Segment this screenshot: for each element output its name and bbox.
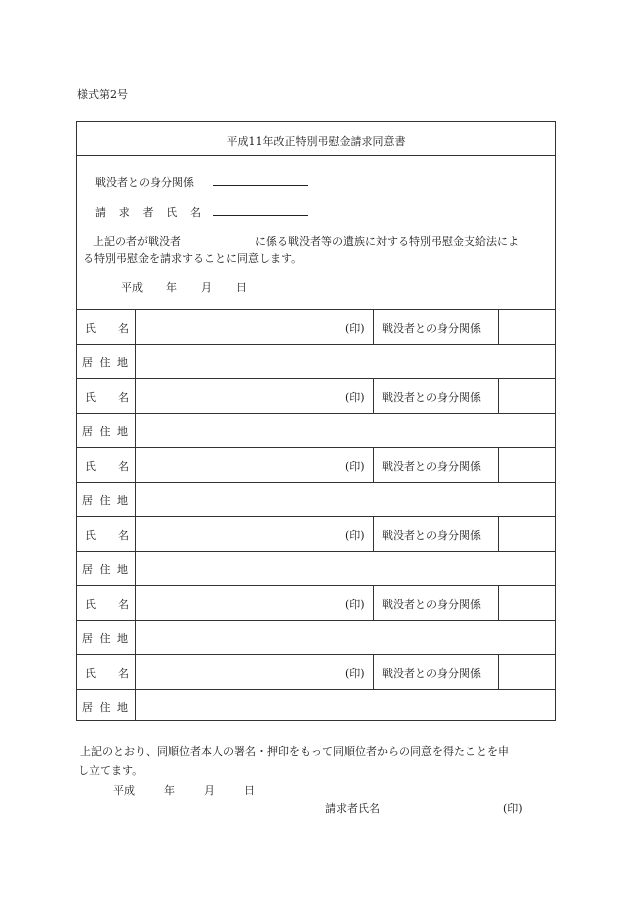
relation-column-label: 戦没者との身分関係	[382, 529, 481, 542]
grid-line	[77, 654, 555, 655]
seal-mark: (印)	[345, 598, 365, 611]
grid-line	[77, 551, 555, 552]
form-date-month: 月	[201, 281, 212, 294]
form-date-era: 平成	[121, 281, 143, 294]
seal-mark: (印)	[345, 667, 365, 680]
claimant-name-label: 請 求 者 氏 名	[95, 206, 201, 219]
footer-date-year: 年	[164, 784, 175, 797]
seal-mark: (印)	[345, 391, 365, 404]
name-label: 氏 名	[85, 667, 129, 680]
footer-date-era: 平成	[113, 784, 135, 797]
claimant-name-field[interactable]	[213, 215, 308, 216]
address-label: 居 住 地	[82, 632, 128, 645]
footer-line2: し立てます。	[78, 764, 144, 777]
grid-line	[77, 482, 555, 483]
grid-line	[498, 516, 499, 551]
grid-line	[77, 309, 555, 310]
consent-part2: に係る戦没者等の遺族に対する特別弔慰金支給法によ	[255, 235, 519, 248]
relation-column-label: 戦没者との身分関係	[382, 667, 481, 680]
address-label: 居 住 地	[82, 494, 128, 507]
relation-column-label: 戦没者との身分関係	[382, 598, 481, 611]
grid-line	[498, 654, 499, 689]
name-label: 氏 名	[85, 322, 129, 335]
name-label: 氏 名	[85, 598, 129, 611]
footer-date-month: 月	[204, 784, 215, 797]
grid-line	[77, 516, 555, 517]
seal-mark: (印)	[345, 322, 365, 335]
grid-line	[373, 516, 374, 551]
grid-line	[77, 413, 555, 414]
grid-line	[77, 585, 555, 586]
claimant-signature-label: 請求者氏名	[325, 802, 380, 815]
grid-line	[498, 309, 499, 344]
form-title: 平成11年改正特別弔慰金請求同意書	[226, 135, 406, 148]
grid-line	[77, 620, 555, 621]
grid-line	[498, 447, 499, 482]
grid-line	[77, 447, 555, 448]
consent-text	[83, 233, 551, 267]
form-number: 様式第2号	[77, 88, 128, 101]
address-label: 居 住 地	[82, 563, 128, 576]
footer-statement	[80, 742, 509, 780]
grid-line	[498, 378, 499, 413]
seal-mark: (印)	[345, 460, 365, 473]
relation-field[interactable]	[213, 185, 308, 186]
title-divider	[77, 155, 555, 156]
address-label: 居 住 地	[82, 356, 128, 369]
seal-mark: (印)	[345, 529, 365, 542]
grid-line	[77, 344, 555, 345]
name-label: 氏 名	[85, 460, 129, 473]
grid-line	[135, 309, 136, 720]
name-label: 氏 名	[85, 529, 129, 542]
form-date-year: 年	[166, 281, 177, 294]
relation-column-label: 戦没者との身分関係	[382, 322, 481, 335]
grid-line	[373, 378, 374, 413]
relation-label: 戦没者との身分関係	[95, 176, 194, 189]
form-date-day: 日	[236, 281, 247, 294]
relation-column-label: 戦没者との身分関係	[382, 460, 481, 473]
consent-form	[76, 121, 556, 721]
grid-line	[373, 447, 374, 482]
grid-line	[77, 689, 555, 690]
grid-line	[373, 309, 374, 344]
grid-line	[373, 585, 374, 620]
grid-line	[498, 585, 499, 620]
footer-date-day: 日	[244, 784, 255, 797]
address-label: 居 住 地	[82, 701, 128, 714]
footer-line1: 上記のとおり、同順位者本人の署名・押印をもって同順位者からの同意を得たことを申	[80, 745, 509, 758]
name-label: 氏 名	[85, 391, 129, 404]
relation-column-label: 戦没者との身分関係	[382, 391, 481, 404]
address-label: 居 住 地	[82, 425, 128, 438]
consent-part1: 上記の者が戦没者	[93, 235, 181, 248]
grid-line	[77, 378, 555, 379]
consent-line2: る特別弔慰金を請求することに同意します。	[83, 252, 303, 265]
grid-line	[373, 654, 374, 689]
footer-date	[113, 782, 255, 798]
claimant-seal-mark: (印)	[503, 802, 523, 815]
